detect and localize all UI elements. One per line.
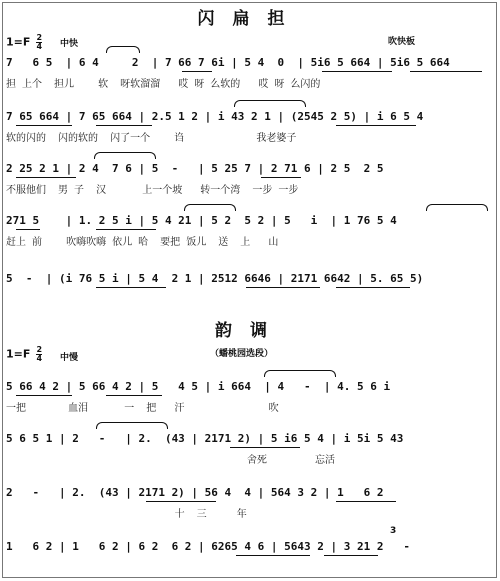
piece1-key-signature xyxy=(6,34,42,51)
piece1-key: 1=F xyxy=(6,35,31,49)
beam-line xyxy=(336,125,416,126)
beam-line xyxy=(16,229,40,230)
beam-line xyxy=(236,555,310,556)
tie-mark xyxy=(94,152,156,159)
beam-line xyxy=(16,125,72,126)
beam-line xyxy=(261,177,301,178)
notation-line: 7 65 664 | 7 65 664 | 2.5 1 2 | i 43 2 1 | (2545 2 5) | i 6 5 4 xyxy=(6,110,430,123)
tie-mark xyxy=(184,204,236,211)
piece1-tempo: 中快 xyxy=(60,39,79,49)
beam-line xyxy=(146,501,216,502)
tie-mark xyxy=(106,46,140,53)
tie-mark xyxy=(96,422,168,429)
notation-line: 271 5 | 1. 2 5 i | 5 4 21 | 5 2 5 2 | 5 i | 1 76 5 4 xyxy=(6,214,404,227)
beam-line xyxy=(16,395,72,396)
lyric-line: 一把 血泪 一 把 汗 吹 xyxy=(6,403,279,414)
beam-line xyxy=(410,71,482,72)
beam-line xyxy=(336,287,410,288)
beam-line xyxy=(336,501,396,502)
piece2-time-signature xyxy=(36,346,42,363)
beam-line xyxy=(106,395,162,396)
beam-line xyxy=(230,447,300,448)
notation-line: 5 - | (i 76 5 i | 5 4 2 1 | 2512 6646 | 2171 6642 | 5. 65 5) xyxy=(6,272,430,285)
piece2-key: 1=F xyxy=(6,347,31,361)
notation-line: 2 25 2 1 | 2 4 7 6 | 5 - | 5 25 7 | 2 71 6 | 2 5 2 5 xyxy=(6,162,391,175)
beam-line xyxy=(246,287,320,288)
piece1-time-signature xyxy=(36,34,42,51)
beam-line xyxy=(322,71,392,72)
beam-line xyxy=(96,229,156,230)
meter-bottom: 4 xyxy=(36,354,43,363)
beam-line xyxy=(182,71,212,72)
tie-mark xyxy=(264,370,336,377)
lyric-line: 担 上个 担儿 软 呀软溜溜 哎 呀 么软的 哎 呀 么闪的 xyxy=(6,79,321,90)
piece2-title: 韵调 xyxy=(215,321,285,341)
beam-line xyxy=(96,287,166,288)
piece2-tempo: 中慢 xyxy=(60,353,79,363)
piece1-title: 闪扁担 xyxy=(197,9,303,29)
tie-mark xyxy=(234,100,306,107)
notation-line: 5 66 4 2 | 5 66 4 2 | 5 4 5 | i 664 | 4 - | 4. 5 6 i xyxy=(6,380,397,393)
tie-mark xyxy=(426,204,488,211)
meter-bottom: 4 xyxy=(36,42,43,51)
beam-line xyxy=(16,177,76,178)
notation-line: 7 6 5 | 6 4 2 | 7 66 7 6i | 5 4 0 | 5i6 5 664 | 5i6 5 664 xyxy=(6,56,457,69)
piece1-performance-note: 吹快板 xyxy=(388,37,416,47)
meter-top: 2 xyxy=(36,33,43,42)
lyric-line: 赶上 前 吹嗨吹嗨 依儿 哈 要把 饭儿 送 上 山 xyxy=(6,237,279,248)
piece2-subtitle: （蟠桃园选段） xyxy=(210,349,274,359)
meter-top: 2 xyxy=(36,345,43,354)
piece2-key-signature xyxy=(6,346,42,363)
beam-line xyxy=(96,125,152,126)
lyric-line: 十 三 年 xyxy=(6,509,247,520)
lyric-line: 舍死 忘活 xyxy=(6,455,335,466)
beam-line xyxy=(324,555,378,556)
lyric-line: 不服他们 男 子 汉 上一个坡 转一个湾 一步 一步 xyxy=(6,185,299,196)
triplet-mark: 3 xyxy=(390,526,397,536)
lyric-line: 软的闪的 闪的软的 闪了一个 诌 我老婆子 xyxy=(6,133,297,144)
notation-line: 2 - | 2. (43 | 2171 2) | 56 4 4 | 564 3 2 | 1 6 2 xyxy=(6,486,391,499)
notation-line: 1 6 2 | 1 6 2 | 6 2 6 2 | 6265 4 6 | 5643 2 | 3 21 2 - xyxy=(6,540,424,553)
notation-line: 5 6 5 1 | 2 - | 2. (43 | 2171 2) | 5 i6 5 4 | i 5i 5 43 xyxy=(6,432,410,445)
